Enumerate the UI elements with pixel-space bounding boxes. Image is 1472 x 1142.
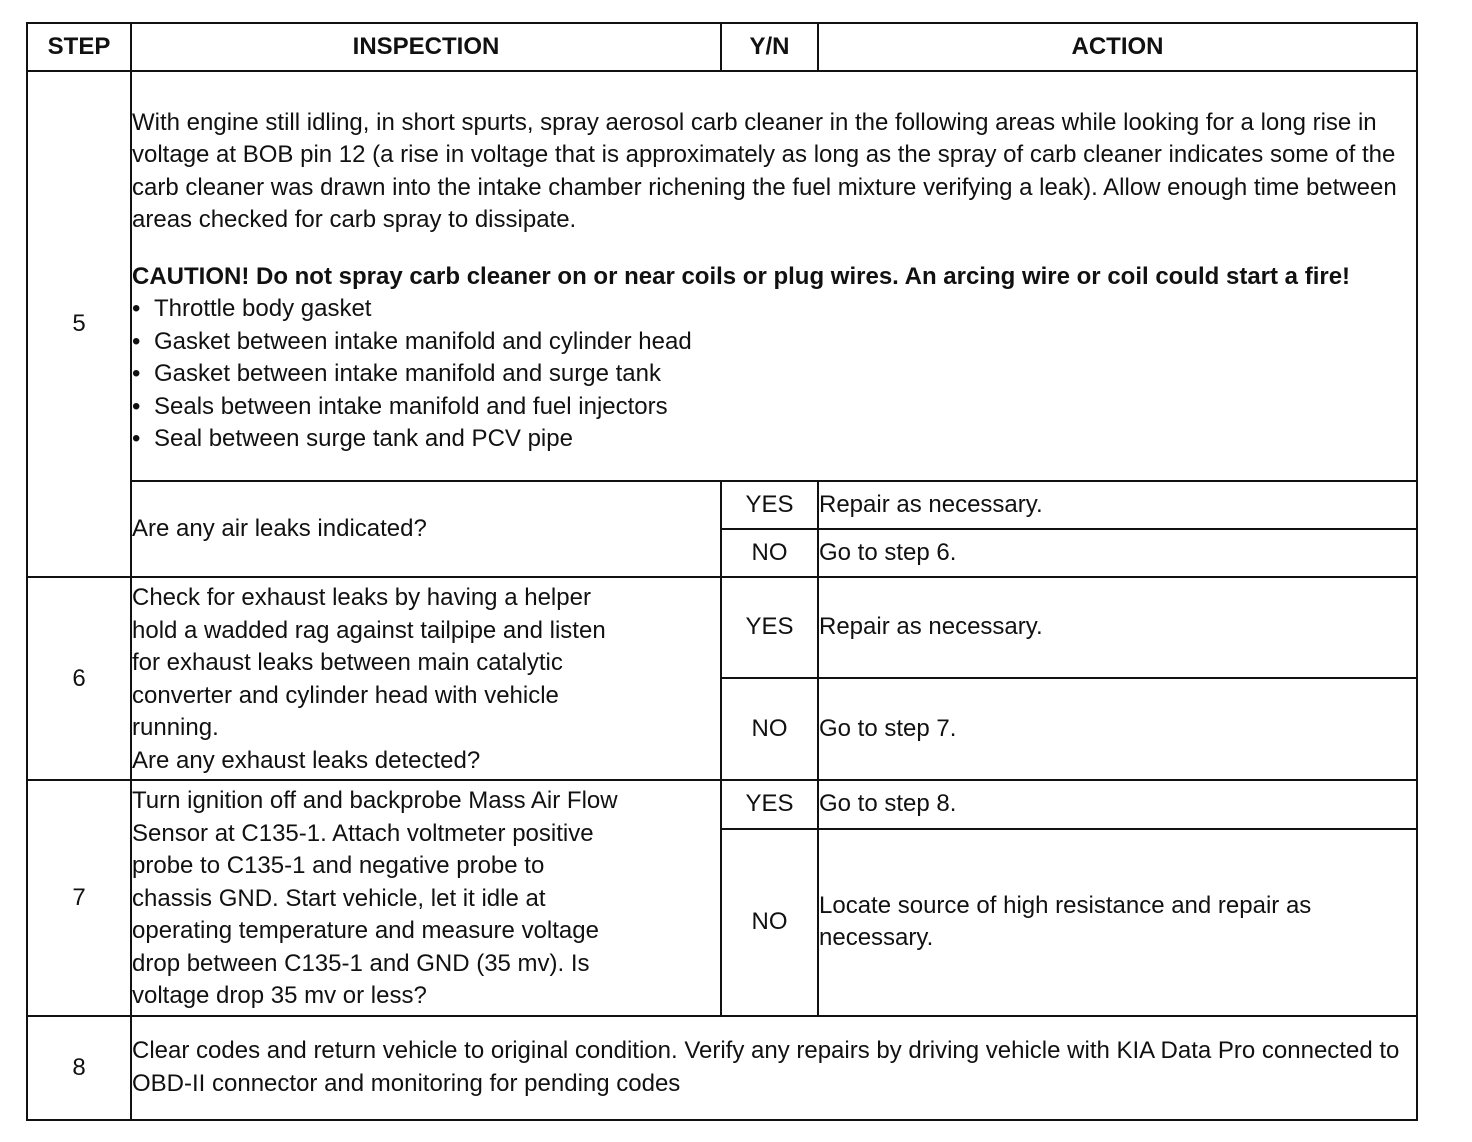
step7-yes-action: Go to step 8. bbox=[818, 780, 1417, 829]
step5-yes-action: Repair as necessary. bbox=[818, 481, 1417, 529]
step5-no-action: Go to step 6. bbox=[818, 529, 1417, 577]
step5-instructions bbox=[131, 71, 1417, 481]
step5-no-label: NO bbox=[721, 529, 818, 577]
diagnostic-table bbox=[26, 22, 1418, 1121]
step7-yes-label: YES bbox=[721, 780, 818, 829]
step5-question: Are any air leaks indicated? bbox=[131, 481, 721, 577]
header-yn: Y/N bbox=[721, 23, 818, 71]
step5-yes-label: YES bbox=[721, 481, 818, 529]
step7-no-label: NO bbox=[721, 829, 818, 1016]
step5-number: 5 bbox=[27, 71, 131, 577]
list-item: • Gasket between intake manifold and cylinder head bbox=[132, 326, 1416, 359]
step8-row bbox=[27, 1016, 1417, 1120]
step6-number: 6 bbox=[27, 577, 131, 780]
list-item: • Seals between intake manifold and fuel injectors bbox=[132, 391, 1416, 424]
header-step: STEP bbox=[27, 23, 131, 71]
step6-yes-action: Repair as necessary. bbox=[818, 577, 1417, 678]
step5-caution: CAUTION! Do not spray carb cleaner on or near coils or plug wires. An arcing wire or coil could start a fire! bbox=[132, 262, 1351, 290]
step6-inspection: Check for exhaust leaks by having a helper hold a wadded rag against tailpipe and listen for exhaust leaks between main catalytic converter and cylinder head with vehicle running. Are any exhaust leaks detected? bbox=[131, 577, 721, 780]
step6-no-label: NO bbox=[721, 678, 818, 780]
step8-instructions: Clear codes and return vehicle to original condition. Verify any repairs by driving vehicle with KIA Data Pro connected to OBD-II connector and monitoring for pending codes bbox=[131, 1016, 1417, 1120]
header-row bbox=[27, 23, 1417, 71]
step5-row bbox=[27, 71, 1417, 481]
step5-bullet-list bbox=[132, 293, 1416, 456]
step8-number: 8 bbox=[27, 1016, 131, 1120]
step7-number: 7 bbox=[27, 780, 131, 1016]
header-action: ACTION bbox=[818, 23, 1417, 71]
step7-yes-row bbox=[27, 780, 1417, 829]
step7-no-action: Locate source of high resistance and repair as necessary. bbox=[818, 829, 1417, 1016]
step5-yes-row bbox=[27, 481, 1417, 529]
step6-yes-label: YES bbox=[721, 577, 818, 678]
step6-no-action: Go to step 7. bbox=[818, 678, 1417, 780]
step7-inspection: Turn ignition off and backprobe Mass Air Flow Sensor at C135-1. Attach voltmeter positive probe to C135-1 and negative probe to chassis GND. Start vehicle, let it idle at operating temperature and measure voltage drop between C135-1 and GND (35 mv). Is voltage drop 35 mv or less? bbox=[131, 780, 721, 1016]
step5-paragraph: With engine still idling, in short spurts, spray aerosol carb cleaner in the following areas while looking for a long rise in voltage at BOB pin 12 (a rise in voltage that is approximately as long as the spray of carb cleaner indicates some of the carb cleaner was drawn into the intake chamber richening the fuel mixture verifying a leak). Allow enough time between areas checked for carb spray to dissipate. bbox=[132, 108, 1397, 233]
list-item: • Gasket between intake manifold and surge tank bbox=[132, 358, 1416, 391]
list-item: • Seal between surge tank and PCV pipe bbox=[132, 423, 1416, 456]
header-inspection: INSPECTION bbox=[131, 23, 721, 71]
list-item: • Throttle body gasket bbox=[132, 293, 1416, 326]
step6-yes-row bbox=[27, 577, 1417, 678]
